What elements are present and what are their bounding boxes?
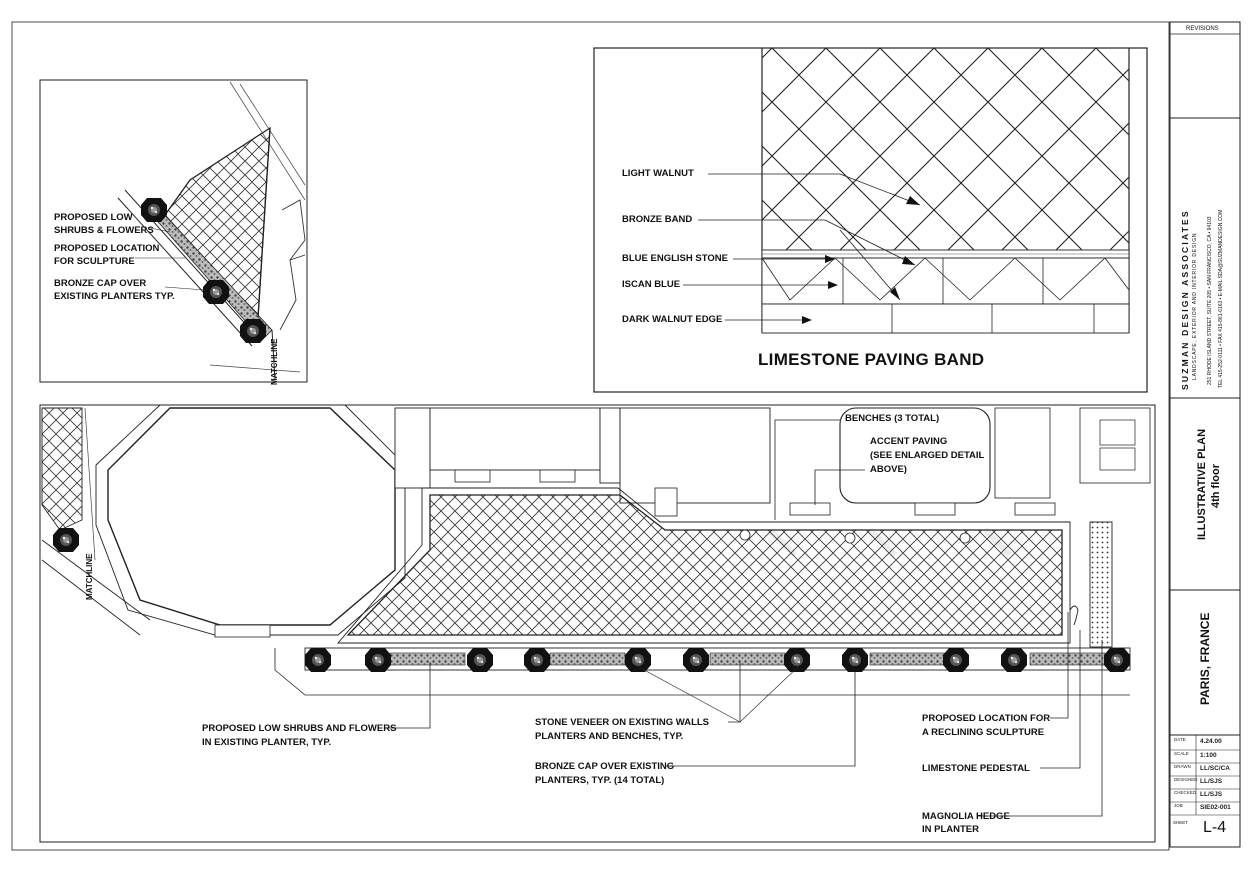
tb-row-designed bbox=[1172, 776, 1240, 789]
label-benches: BENCHES (3 TOTAL) bbox=[845, 413, 940, 424]
paving-label-bronze-band: BRONZE BAND bbox=[622, 214, 693, 225]
bronze-cap-icon bbox=[1104, 648, 1130, 672]
bronze-cap-icon bbox=[467, 648, 493, 672]
tb-row-date bbox=[1172, 736, 1240, 749]
tb-value: LL/SJS bbox=[1200, 778, 1223, 785]
bronze-cap-icon bbox=[943, 648, 969, 672]
label-limestone-pedestal: LIMESTONE PEDESTAL bbox=[922, 763, 1030, 774]
main-matchline: MATCHLINE bbox=[85, 553, 94, 600]
bronze-cap-icon bbox=[784, 648, 810, 672]
firm-address: 251 RHODE ISLAND STREET, SUITE 205 • SAN FRANCISCO, CA • 94103 bbox=[1207, 216, 1213, 385]
tb-value: SIE02-001 bbox=[1200, 804, 1231, 811]
firm-subtitle: LANDSCAPE, EXTERIOR AND INTERIOR DESIGN bbox=[1192, 232, 1198, 380]
label-accent-paving-3: ABOVE) bbox=[870, 464, 907, 475]
bronze-cap-icon bbox=[625, 648, 651, 672]
tb-value: 4.24.00 bbox=[1200, 738, 1222, 745]
bronze-cap-icon bbox=[842, 648, 868, 672]
firm-contact: TEL 415-252-0111 • FAX 415-861-6163 • E-MAIL SDA@SUZMANDESIGN.COM bbox=[1218, 209, 1224, 388]
label-accent-paving-1: ACCENT PAVING bbox=[870, 436, 948, 447]
drawing-title: ILLUSTRATIVE PLAN bbox=[1196, 428, 1208, 540]
tb-value: LL/SC/CA bbox=[1200, 765, 1230, 772]
paving-label-dark-walnut-edge: DARK WALNUT EDGE bbox=[622, 314, 723, 325]
tb-key: SCALE bbox=[1174, 751, 1189, 756]
bronze-cap-icon bbox=[203, 280, 229, 304]
label-bronze-cap-1: BRONZE CAP OVER EXISTING bbox=[535, 761, 675, 772]
inset-label-bronze-1: BRONZE CAP OVER bbox=[54, 278, 147, 289]
label-stone-veneer-1: STONE VENEER ON EXISTING WALLS bbox=[535, 717, 710, 728]
drawing-subtitle: 4th floor bbox=[1210, 464, 1222, 508]
revisions-label: REVISIONS bbox=[1186, 26, 1219, 32]
tb-row-scale bbox=[1172, 750, 1240, 763]
inset-label-bronze-2: EXISTING PLANTERS TYP. bbox=[54, 291, 175, 302]
sheet-number: L-4 bbox=[1203, 819, 1227, 836]
bronze-cap-icon bbox=[53, 528, 79, 552]
label-low-shrubs-2: IN EXISTING PLANTER, TYP. bbox=[202, 737, 332, 748]
tb-key: DATE bbox=[1174, 737, 1186, 742]
tb-key: CHECKED bbox=[1174, 790, 1197, 795]
project-location: PARIS, FRANCE bbox=[1198, 612, 1212, 705]
label-magnolia-hedge-2: IN PLANTER bbox=[922, 824, 979, 835]
bronze-cap-icon bbox=[524, 648, 550, 672]
sheet-label: SHEET bbox=[1173, 820, 1189, 825]
inset-matchline: MATCHLINE bbox=[270, 338, 279, 385]
label-reclining-sculpture-2: A RECLINING SCULPTURE bbox=[922, 727, 1045, 738]
tb-key: DESIGNED bbox=[1174, 777, 1198, 782]
paving-label-light-walnut: LIGHT WALNUT bbox=[622, 168, 694, 179]
tb-key: JOB bbox=[1174, 803, 1183, 808]
inset-label-shrubs-2: SHRUBS & FLOWERS bbox=[54, 225, 154, 236]
label-magnolia-hedge-1: MAGNOLIA HEDGE bbox=[922, 811, 1010, 822]
bronze-cap-icon bbox=[365, 648, 391, 672]
tb-value: 1:100 bbox=[1200, 752, 1217, 759]
paving-detail-title: LIMESTONE PAVING BAND bbox=[758, 350, 985, 369]
bronze-cap-icon bbox=[1001, 648, 1027, 672]
label-low-shrubs-1: PROPOSED LOW SHRUBS AND FLOWERS bbox=[202, 723, 397, 734]
bronze-cap-icon bbox=[683, 648, 709, 672]
tb-key: DRAWN bbox=[1174, 764, 1191, 769]
paving-label-iscan-blue: ISCAN BLUE bbox=[622, 279, 681, 290]
tb-row-checked bbox=[1172, 789, 1240, 802]
bronze-cap-icon bbox=[240, 319, 266, 343]
label-stone-veneer-2: PLANTERS AND BENCHES, TYP. bbox=[535, 731, 684, 742]
label-reclining-sculpture-1: PROPOSED LOCATION FOR bbox=[922, 713, 1051, 724]
tb-row-drawn bbox=[1172, 763, 1240, 776]
tb-value: LL/SJS bbox=[1200, 791, 1223, 798]
firm-name: SUZMAN DESIGN ASSOCIATES bbox=[1180, 209, 1190, 390]
inset-label-sculpture-2: FOR SCULPTURE bbox=[54, 256, 135, 267]
bronze-cap-icon bbox=[141, 198, 167, 222]
label-accent-paving-2: (SEE ENLARGED DETAIL bbox=[870, 450, 985, 461]
label-bronze-cap-2: PLANTERS, TYP. (14 TOTAL) bbox=[535, 775, 665, 786]
inset-label-shrubs-1: PROPOSED LOW bbox=[54, 212, 133, 223]
paving-label-blue-english-stone: BLUE ENGLISH STONE bbox=[622, 253, 728, 264]
bronze-cap-icon bbox=[305, 648, 331, 672]
tb-row-job bbox=[1172, 802, 1240, 815]
inset-label-sculpture-1: PROPOSED LOCATION bbox=[54, 243, 160, 254]
